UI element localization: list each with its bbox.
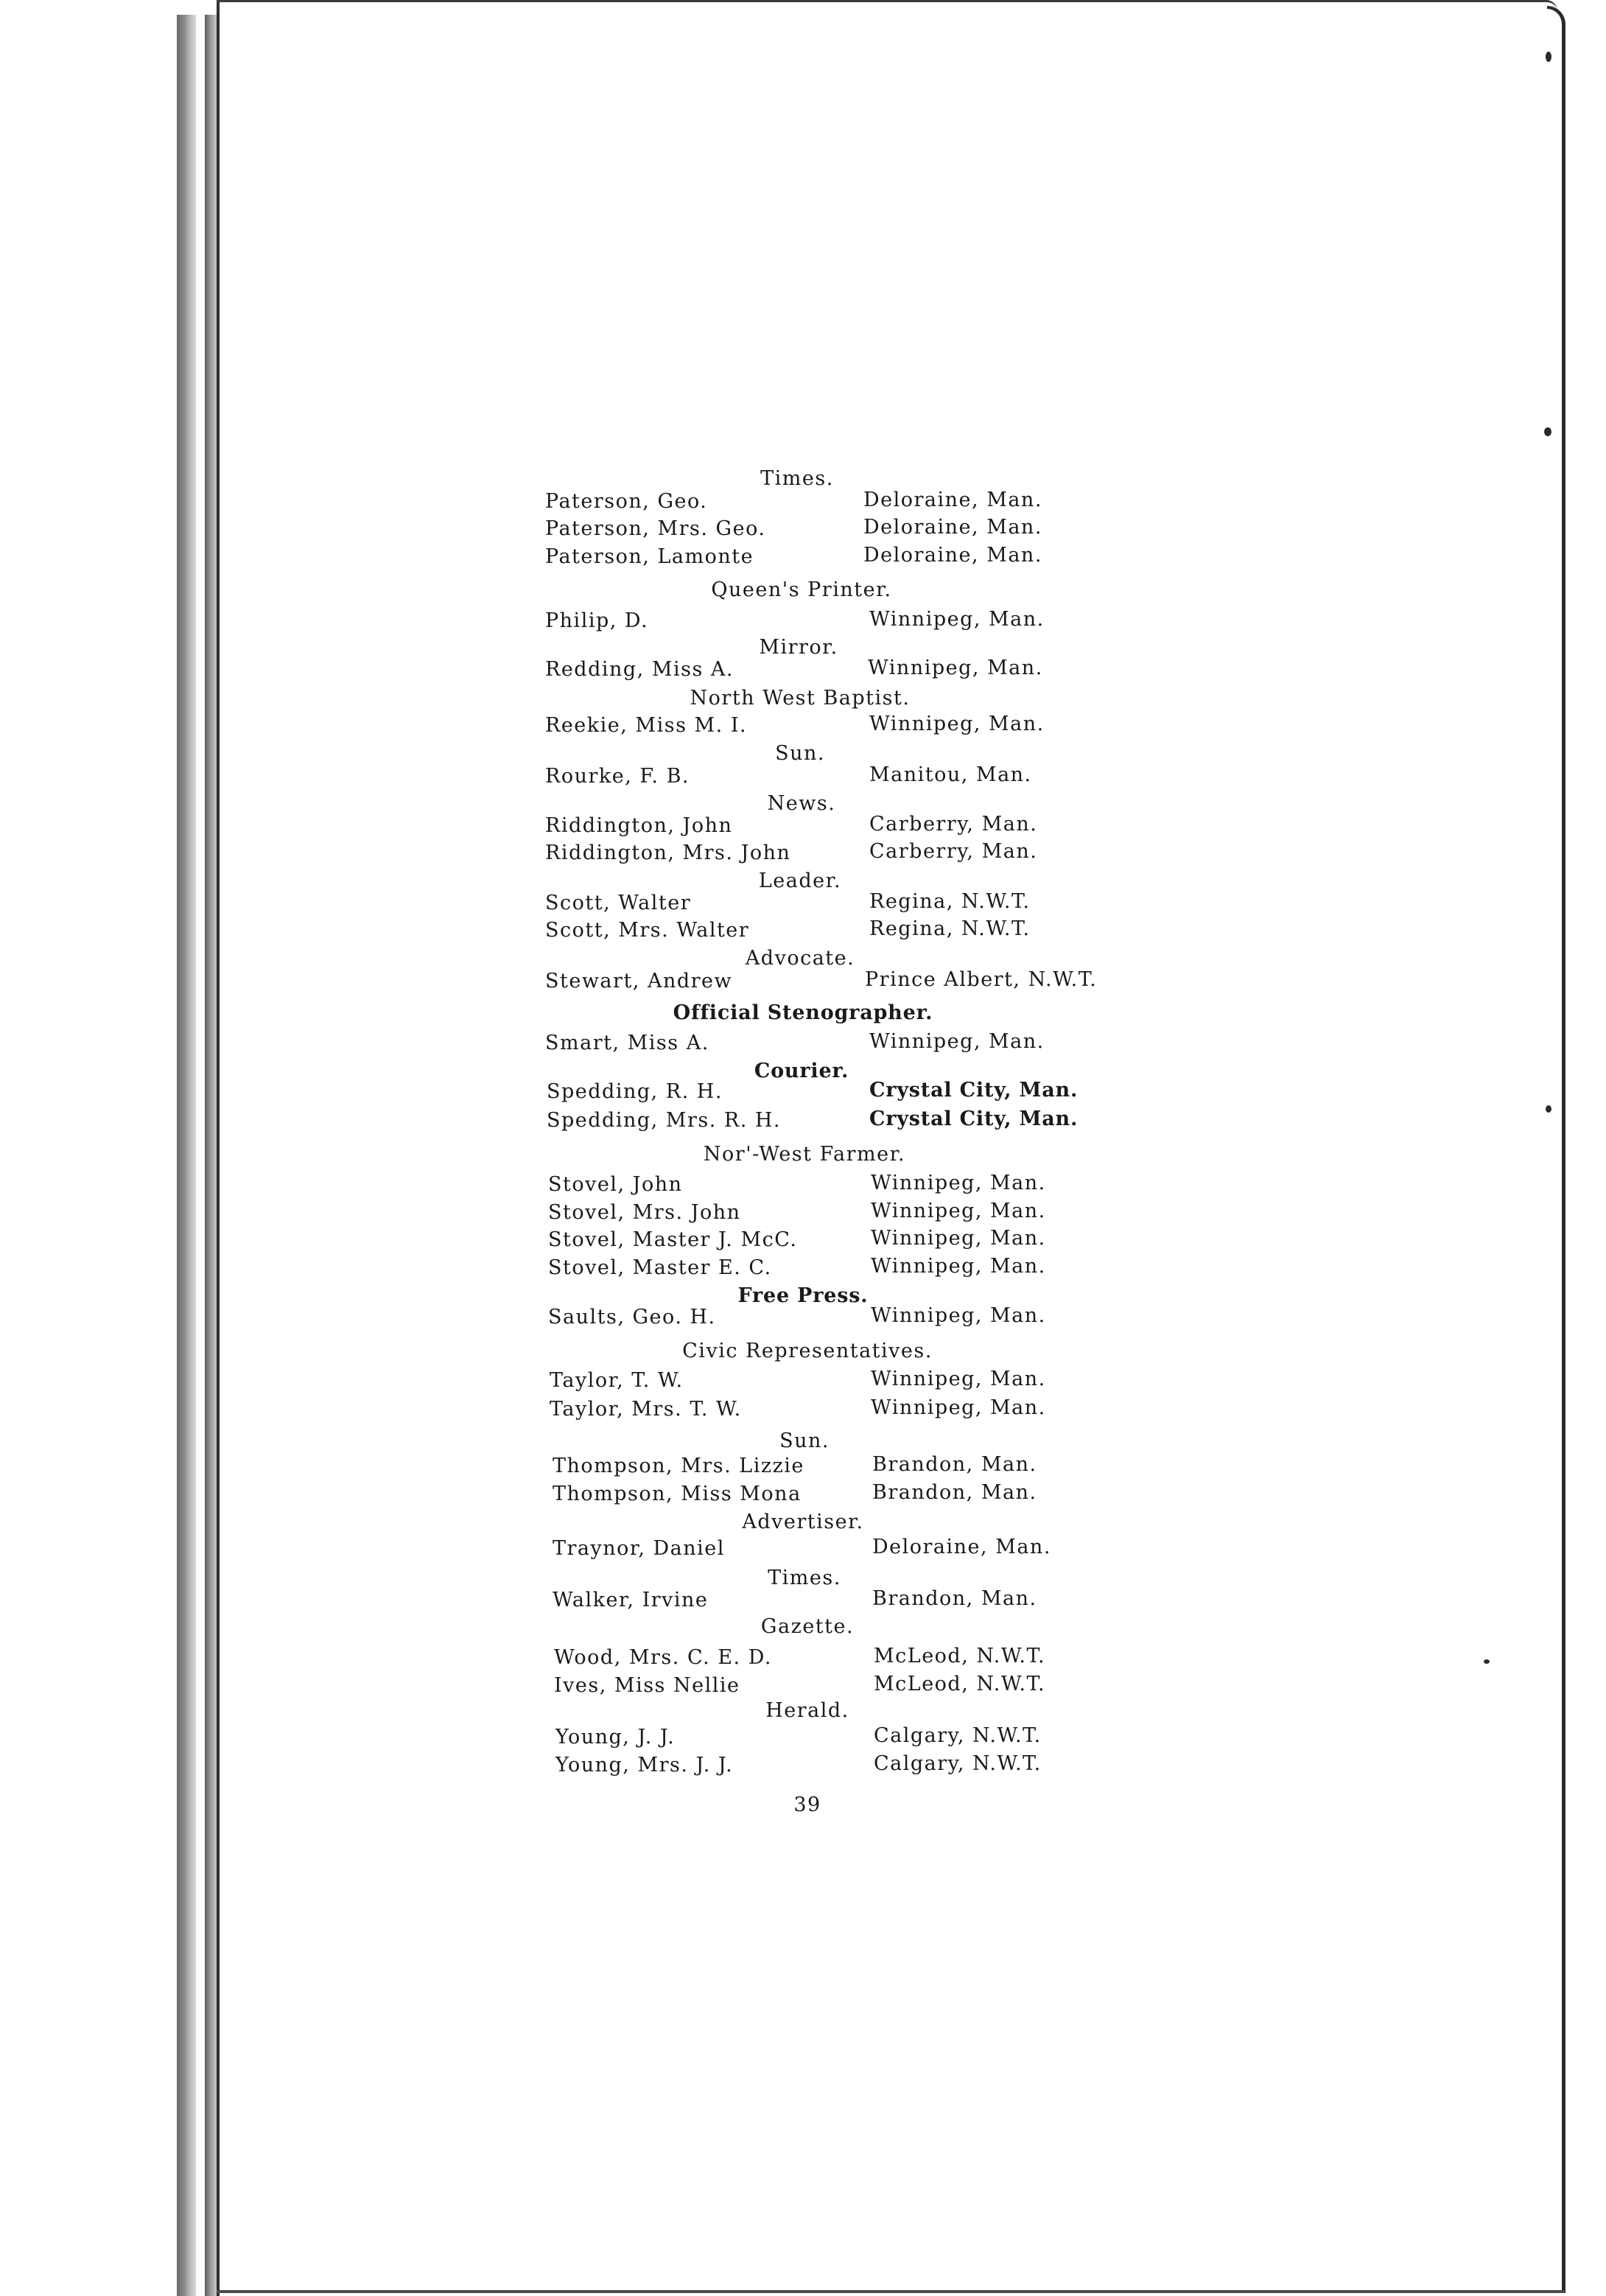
entry-place: Crystal City, Man. — [869, 1107, 1079, 1130]
entry-place: Winnipeg, Man. — [868, 657, 1043, 679]
entry-name: Wood, Mrs. C. E. D. — [554, 1646, 772, 1669]
entry-place: Winnipeg, Man. — [871, 1227, 1046, 1250]
entry-name: Taylor, Mrs. T. W. — [550, 1398, 742, 1421]
entry-name: Thompson, Miss Mona — [553, 1483, 802, 1505]
entry-name: Traynor, Daniel — [553, 1537, 725, 1560]
entry-place: Manitou, Man. — [869, 763, 1032, 786]
entry-place: Winnipeg, Man. — [869, 713, 1045, 735]
page-number: 39 — [793, 1793, 821, 1816]
entry-name: Riddington, Mrs. John — [545, 841, 791, 864]
entry-name: Reekie, Miss M. I. — [545, 714, 748, 737]
section-heading: Courier. — [754, 1060, 849, 1082]
entry-place: Winnipeg, Man. — [869, 1030, 1045, 1053]
section-heading: Official Stenographer. — [673, 1001, 933, 1024]
entry-name: Taylor, T. W. — [550, 1369, 684, 1392]
section-heading: Sun. — [775, 742, 825, 765]
entry-name: Thompson, Mrs. Lizzie — [553, 1455, 804, 1477]
entry-place: Calgary, N.W.T. — [874, 1724, 1042, 1747]
section-heading: Civic Representatives. — [682, 1340, 933, 1362]
entry-place: Calgary, N.W.T. — [874, 1752, 1042, 1775]
entry-place: Winnipeg, Man. — [871, 1304, 1046, 1327]
entry-place: Crystal City, Man. — [869, 1079, 1079, 1102]
entry-place: McLeod, N.W.T. — [874, 1645, 1046, 1667]
entry-place: Regina, N.W.T. — [869, 917, 1031, 940]
entry-name: Stovel, Mrs. John — [548, 1201, 741, 1224]
section-heading: North West Baptist. — [690, 687, 911, 710]
entry-name: Scott, Mrs. Walter — [545, 919, 750, 942]
entry-place: Winnipeg, Man. — [871, 1255, 1046, 1278]
entry-name: Stovel, John — [548, 1173, 683, 1196]
entry-place: Winnipeg, Man. — [869, 608, 1045, 631]
entry-name: Walker, Irvine — [553, 1589, 709, 1611]
entry-place: McLeod, N.W.T. — [874, 1673, 1046, 1695]
entry-name: Paterson, Mrs. Geo. — [545, 517, 766, 540]
entry-place: Brandon, Man. — [872, 1453, 1037, 1476]
entry-name: Saults, Geo. H. — [548, 1306, 716, 1329]
section-heading: News. — [767, 792, 836, 815]
entry-place: Regina, N.W.T. — [869, 890, 1031, 913]
entry-name: Smart, Miss A. — [545, 1032, 709, 1054]
entry-place: Winnipeg, Man. — [871, 1172, 1046, 1194]
entry-place: Deloraine, Man. — [863, 489, 1042, 511]
entry-name: Rourke, F. B. — [545, 765, 690, 788]
entry-place: Brandon, Man. — [872, 1481, 1037, 1504]
section-heading: Nor'-West Farmer. — [703, 1143, 906, 1166]
section-heading: Queen's Printer. — [711, 578, 892, 601]
section-heading: Advocate. — [745, 947, 855, 970]
entry-name: Paterson, Lamonte — [545, 545, 754, 568]
entry-place: Deloraine, Man. — [863, 516, 1042, 539]
entry-name: Philip, D. — [545, 609, 649, 632]
entry-place: Carberry, Man. — [869, 813, 1038, 836]
section-heading: Sun. — [779, 1429, 830, 1452]
entry-place: Brandon, Man. — [872, 1587, 1037, 1610]
entry-place: Deloraine, Man. — [863, 544, 1042, 567]
entry-name: Young, J. J. — [555, 1726, 676, 1749]
entry-name: Spedding, R. H. — [547, 1080, 723, 1103]
entry-name: Ives, Miss Nellie — [554, 1674, 740, 1697]
section-heading: Mirror. — [759, 636, 838, 659]
entry-name: Stovel, Master J. McC. — [548, 1228, 798, 1251]
section-heading: Leader. — [758, 869, 842, 892]
section-heading: Herald. — [765, 1699, 849, 1722]
entry-place: Carberry, Man. — [869, 840, 1038, 863]
entry-place: Winnipeg, Man. — [871, 1368, 1046, 1390]
entry-place: Prince Albert, N.W.T. — [865, 968, 1098, 991]
section-heading: Free Press. — [737, 1284, 869, 1307]
section-heading: Gazette. — [760, 1615, 855, 1638]
section-heading: Advertiser. — [742, 1511, 864, 1533]
entry-name: Spedding, Mrs. R. H. — [547, 1109, 781, 1132]
entry-name: Paterson, Geo. — [545, 490, 708, 513]
entry-place: Winnipeg, Man. — [871, 1396, 1046, 1419]
entry-place: Deloraine, Man. — [872, 1536, 1051, 1558]
section-heading: Times. — [760, 467, 834, 490]
entry-name: Scott, Walter — [545, 892, 692, 914]
entry-name: Stewart, Andrew — [545, 970, 733, 993]
entry-name: Riddington, John — [545, 814, 733, 837]
entry-name: Stovel, Master E. C. — [548, 1256, 772, 1279]
entry-place: Winnipeg, Man. — [871, 1200, 1046, 1222]
entry-name: Young, Mrs. J. J. — [555, 1754, 734, 1777]
section-heading: Times. — [768, 1567, 841, 1589]
entry-name: Redding, Miss A. — [545, 658, 734, 681]
